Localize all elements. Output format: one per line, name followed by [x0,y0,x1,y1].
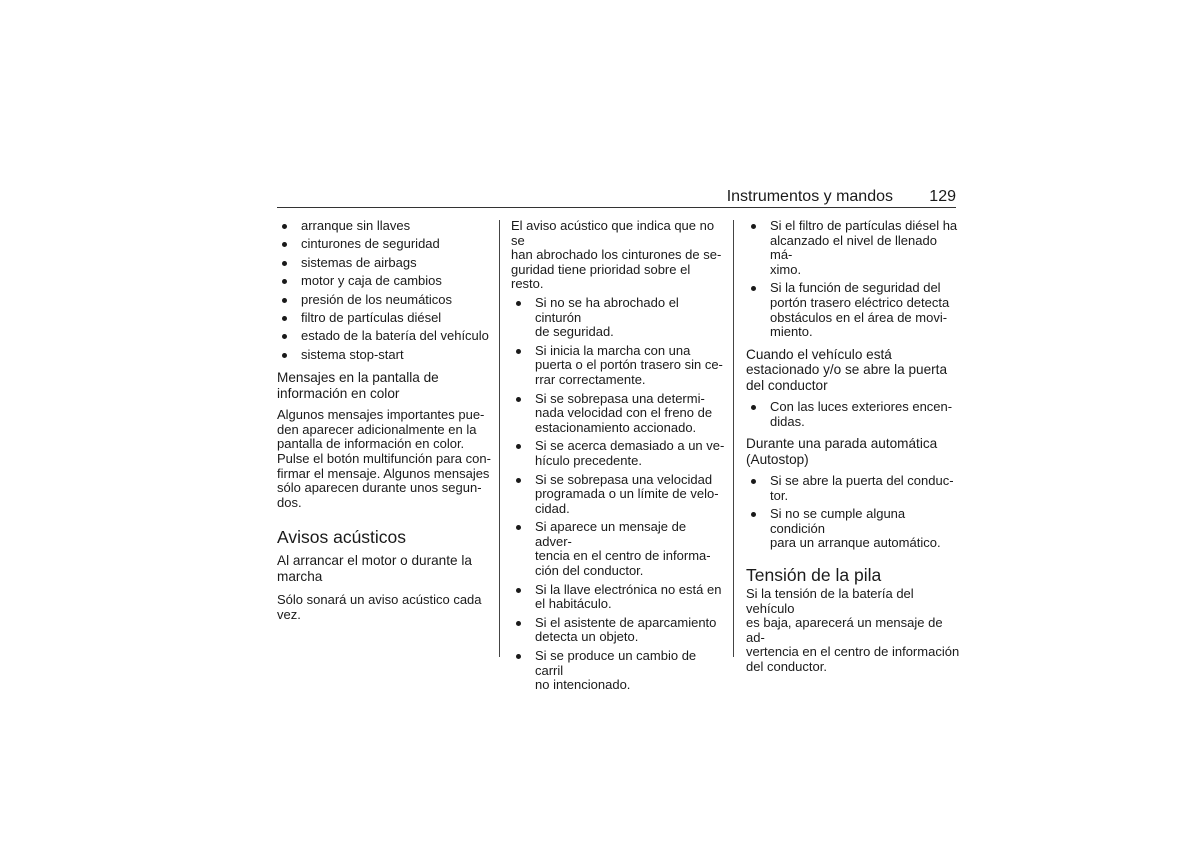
subheading-start-engine: Al arrancar el motor o durante la marcha [277,553,472,584]
list-item: Si el filtro de partículas diésel ha alcanzado el nivel de llenado má- ximo. [746,219,961,277]
list-item: Si no se cumple alguna condición para un arranque automático. [746,507,961,551]
paragraph-battery-voltage: Si la tensión de la batería del vehículo es baja, aparecerá un mensaje de ad- vertencia en el centro de información del conductor. [746,585,960,674]
list-item: Si la función de seguridad del portón trasero eléctrico detecta obstáculos en el área de movi- miento. [746,281,961,339]
list-item: presión de los neumáticos [277,293,492,308]
column-2 [511,219,726,697]
list-item: Si se acerca demasiado a un ve- hículo precedente. [511,439,726,468]
list-item: sistema stop-start [277,348,492,363]
list-item: arranque sin llaves [277,219,492,234]
list-item: filtro de partículas diésel [277,311,492,326]
section-heading-acoustic-warnings: Avisos acústicos [277,527,407,548]
paragraph-color-display: Algunos mensajes importantes pue- den aparecer adicionalmente en la pantalla de información en color. Pulse el botón multifunción para con- firmar el mensaje. Algunos mensajes sólo aparecen durante unos segun- dos. [277,407,491,510]
subheading-vehicle-parked: Cuando el vehículo está estacionado y/o se abre la puerta del conductor [746,346,948,393]
list-item: Si el asistente de aparcamiento detecta un objeto. [511,616,726,645]
list-item: sistemas de airbags [277,256,492,271]
list-item: Si inicia la marcha con una puerta o el portón trasero sin ce- rrar correctamente. [511,344,726,388]
column-1 [277,219,492,622]
list-item: cinturones de seguridad [277,237,492,252]
list-item: Si no se ha abrochado el cinturón de seguridad. [511,296,726,340]
subheading-color-display: Mensajes en la pantalla de información en color [277,370,439,401]
warning-conditions-list [511,296,726,693]
column-divider-2 [733,220,734,657]
parked-conditions-list [746,400,961,429]
autostop-conditions-list [746,474,961,551]
section-heading-battery-voltage: Tensión de la pila [746,564,882,585]
header-rule [277,207,956,208]
column-divider-1 [499,220,500,657]
feature-list [277,219,492,362]
list-item: estado de la batería del vehículo [277,329,492,344]
page-number: 129 [929,188,956,205]
warning-conditions-list-continued [746,219,961,340]
list-item: Si se abre la puerta del conduc- tor. [746,474,961,503]
list-item: Si se sobrepasa una velocidad programada o un límite de velo- cidad. [511,473,726,517]
list-item: Si se sobrepasa una determi- nada velocidad con el freno de estacionamiento accionado. [511,392,726,436]
list-item: Si se produce un cambio de carril no intencionado. [511,649,726,693]
column-3 [746,219,961,675]
paragraph-one-warning: Sólo sonará un aviso acústico cada vez. [277,592,482,622]
list-item: Si aparece un mensaje de adver- tencia en el centro de informa- ción del conductor. [511,520,726,578]
list-item: Si la llave electrónica no está en el habitáculo. [511,583,726,612]
paragraph-seatbelt-priority: El aviso acústico que indica que no se han abrochado los cinturones de se- guridad tiene prioridad sobre el resto. [511,218,722,292]
page-header-title: Instrumentos y mandos [726,188,893,205]
subheading-autostop: Durante una parada automática (Autostop) [746,436,938,467]
list-item: Con las luces exteriores encen- didas. [746,400,961,429]
list-item: motor y caja de cambios [277,274,492,289]
